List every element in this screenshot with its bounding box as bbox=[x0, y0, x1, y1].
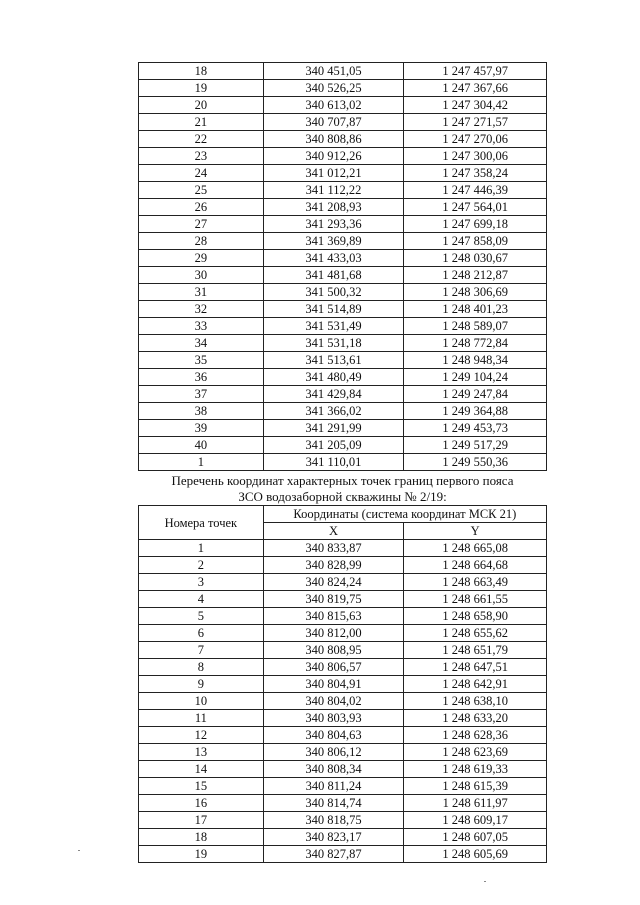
point-number-cell: 5 bbox=[139, 608, 264, 625]
y-coordinate-cell: 1 248 306,69 bbox=[404, 284, 547, 301]
caption-line-1: Перечень координат характерных точек границ первого пояса bbox=[171, 473, 514, 488]
point-number-cell: 19 bbox=[139, 80, 264, 97]
x-coordinate-cell: 340 818,75 bbox=[263, 812, 404, 829]
table-row bbox=[139, 403, 547, 420]
table-row bbox=[139, 267, 547, 284]
point-number-cell: 36 bbox=[139, 369, 264, 386]
x-coordinate-cell: 340 812,00 bbox=[263, 625, 404, 642]
y-coordinate-cell: 1 247 564,01 bbox=[404, 199, 547, 216]
point-number-cell: 19 bbox=[139, 846, 264, 863]
table-row bbox=[139, 676, 547, 693]
table-row bbox=[139, 233, 547, 250]
point-number-cell: 21 bbox=[139, 114, 264, 131]
table-row bbox=[139, 386, 547, 403]
table-row bbox=[139, 97, 547, 114]
table-row bbox=[139, 250, 547, 267]
y-coordinate-cell: 1 248 642,91 bbox=[404, 676, 547, 693]
x-coordinate-cell: 340 804,91 bbox=[263, 676, 404, 693]
y-coordinate-cell: 1 249 550,36 bbox=[404, 454, 547, 471]
x-coordinate-cell: 340 806,57 bbox=[263, 659, 404, 676]
x-coordinate-cell: 341 480,49 bbox=[263, 369, 404, 386]
point-number-cell: 11 bbox=[139, 710, 264, 727]
point-number-cell: 39 bbox=[139, 420, 264, 437]
table-caption bbox=[138, 473, 547, 505]
table-row bbox=[139, 608, 547, 625]
scan-speck bbox=[78, 850, 80, 851]
table-row bbox=[139, 301, 547, 318]
table-row bbox=[139, 761, 547, 778]
coordinates-table-continued bbox=[138, 62, 547, 471]
y-coordinate-cell: 1 248 030,67 bbox=[404, 250, 547, 267]
y-coordinate-cell: 1 248 661,55 bbox=[404, 591, 547, 608]
y-coordinate-cell: 1 248 615,39 bbox=[404, 778, 547, 795]
table-row bbox=[139, 591, 547, 608]
point-number-cell: 34 bbox=[139, 335, 264, 352]
y-coordinate-cell: 1 247 367,66 bbox=[404, 80, 547, 97]
table-row bbox=[139, 131, 547, 148]
x-coordinate-cell: 340 808,34 bbox=[263, 761, 404, 778]
point-number-cell: 32 bbox=[139, 301, 264, 318]
y-coordinate-cell: 1 248 772,84 bbox=[404, 335, 547, 352]
y-coordinate-cell: 1 247 699,18 bbox=[404, 216, 547, 233]
x-coordinate-cell: 341 112,22 bbox=[263, 182, 404, 199]
point-number-cell: 7 bbox=[139, 642, 264, 659]
scan-speck bbox=[484, 881, 486, 882]
x-coordinate-cell: 340 804,63 bbox=[263, 727, 404, 744]
y-coordinate-cell: 1 247 446,39 bbox=[404, 182, 547, 199]
table-row bbox=[139, 795, 547, 812]
header-point-numbers: Номера точек bbox=[139, 506, 264, 540]
table-row bbox=[139, 165, 547, 182]
table-row bbox=[139, 182, 547, 199]
y-coordinate-cell: 1 247 457,97 bbox=[404, 63, 547, 80]
table-row bbox=[139, 812, 547, 829]
y-coordinate-cell: 1 248 623,69 bbox=[404, 744, 547, 761]
point-number-cell: 14 bbox=[139, 761, 264, 778]
table-row bbox=[139, 778, 547, 795]
y-coordinate-cell: 1 248 212,87 bbox=[404, 267, 547, 284]
point-number-cell: 9 bbox=[139, 676, 264, 693]
x-coordinate-cell: 340 828,99 bbox=[263, 557, 404, 574]
x-coordinate-cell: 341 208,93 bbox=[263, 199, 404, 216]
table-row bbox=[139, 420, 547, 437]
point-number-cell: 20 bbox=[139, 97, 264, 114]
y-coordinate-cell: 1 248 647,51 bbox=[404, 659, 547, 676]
table-row bbox=[139, 369, 547, 386]
x-coordinate-cell: 340 815,63 bbox=[263, 608, 404, 625]
x-coordinate-cell: 341 366,02 bbox=[263, 403, 404, 420]
point-number-cell: 25 bbox=[139, 182, 264, 199]
point-number-cell: 4 bbox=[139, 591, 264, 608]
x-coordinate-cell: 341 481,68 bbox=[263, 267, 404, 284]
point-number-cell: 38 bbox=[139, 403, 264, 420]
x-coordinate-cell: 341 110,01 bbox=[263, 454, 404, 471]
point-number-cell: 18 bbox=[139, 829, 264, 846]
x-coordinate-cell: 340 806,12 bbox=[263, 744, 404, 761]
table-row bbox=[139, 693, 547, 710]
table-row bbox=[139, 114, 547, 131]
table-row bbox=[139, 727, 547, 744]
x-coordinate-cell: 341 513,61 bbox=[263, 352, 404, 369]
y-coordinate-cell: 1 248 607,05 bbox=[404, 829, 547, 846]
table-row bbox=[139, 352, 547, 369]
point-number-cell: 10 bbox=[139, 693, 264, 710]
y-coordinate-cell: 1 247 271,57 bbox=[404, 114, 547, 131]
x-coordinate-cell: 341 293,36 bbox=[263, 216, 404, 233]
header-coordinates: Координаты (система координат МСК 21) bbox=[263, 506, 546, 523]
table-body bbox=[139, 540, 547, 863]
x-coordinate-cell: 340 814,74 bbox=[263, 795, 404, 812]
table-row bbox=[139, 574, 547, 591]
point-number-cell: 2 bbox=[139, 557, 264, 574]
y-coordinate-cell: 1 248 605,69 bbox=[404, 846, 547, 863]
y-coordinate-cell: 1 247 270,06 bbox=[404, 131, 547, 148]
x-coordinate-cell: 340 808,86 bbox=[263, 131, 404, 148]
point-number-cell: 16 bbox=[139, 795, 264, 812]
y-coordinate-cell: 1 248 619,33 bbox=[404, 761, 547, 778]
point-number-cell: 1 bbox=[139, 540, 264, 557]
coordinates-table-well-2-19 bbox=[138, 505, 547, 863]
point-number-cell: 30 bbox=[139, 267, 264, 284]
y-coordinate-cell: 1 249 517,29 bbox=[404, 437, 547, 454]
x-coordinate-cell: 341 433,03 bbox=[263, 250, 404, 267]
table-row bbox=[139, 80, 547, 97]
y-coordinate-cell: 1 248 633,20 bbox=[404, 710, 547, 727]
table-row bbox=[139, 642, 547, 659]
y-coordinate-cell: 1 247 300,06 bbox=[404, 148, 547, 165]
x-coordinate-cell: 340 451,05 bbox=[263, 63, 404, 80]
x-coordinate-cell: 340 833,87 bbox=[263, 540, 404, 557]
table-row bbox=[139, 199, 547, 216]
table-row bbox=[139, 454, 547, 471]
table-body bbox=[139, 63, 547, 471]
point-number-cell: 1 bbox=[139, 454, 264, 471]
table-row bbox=[139, 216, 547, 233]
table-row bbox=[139, 846, 547, 863]
x-coordinate-cell: 340 804,02 bbox=[263, 693, 404, 710]
x-coordinate-cell: 340 613,02 bbox=[263, 97, 404, 114]
y-coordinate-cell: 1 249 247,84 bbox=[404, 386, 547, 403]
point-number-cell: 13 bbox=[139, 744, 264, 761]
x-coordinate-cell: 340 824,24 bbox=[263, 574, 404, 591]
y-coordinate-cell: 1 249 104,24 bbox=[404, 369, 547, 386]
point-number-cell: 22 bbox=[139, 131, 264, 148]
point-number-cell: 31 bbox=[139, 284, 264, 301]
x-coordinate-cell: 340 803,93 bbox=[263, 710, 404, 727]
point-number-cell: 28 bbox=[139, 233, 264, 250]
point-number-cell: 12 bbox=[139, 727, 264, 744]
table-row bbox=[139, 148, 547, 165]
x-coordinate-cell: 341 500,32 bbox=[263, 284, 404, 301]
y-coordinate-cell: 1 247 304,42 bbox=[404, 97, 547, 114]
point-number-cell: 26 bbox=[139, 199, 264, 216]
x-coordinate-cell: 341 291,99 bbox=[263, 420, 404, 437]
point-number-cell: 24 bbox=[139, 165, 264, 182]
table-row bbox=[139, 437, 547, 454]
y-coordinate-cell: 1 248 611,97 bbox=[404, 795, 547, 812]
table-row bbox=[139, 540, 547, 557]
x-coordinate-cell: 340 811,24 bbox=[263, 778, 404, 795]
point-number-cell: 27 bbox=[139, 216, 264, 233]
x-coordinate-cell: 341 012,21 bbox=[263, 165, 404, 182]
point-number-cell: 15 bbox=[139, 778, 264, 795]
table-row bbox=[139, 829, 547, 846]
table-header bbox=[139, 506, 547, 540]
y-coordinate-cell: 1 248 948,34 bbox=[404, 352, 547, 369]
point-number-cell: 33 bbox=[139, 318, 264, 335]
y-coordinate-cell: 1 247 858,09 bbox=[404, 233, 547, 250]
table-row bbox=[139, 710, 547, 727]
table-row bbox=[139, 284, 547, 301]
y-coordinate-cell: 1 248 655,62 bbox=[404, 625, 547, 642]
y-coordinate-cell: 1 248 663,49 bbox=[404, 574, 547, 591]
point-number-cell: 6 bbox=[139, 625, 264, 642]
header-y: Y bbox=[404, 523, 547, 540]
x-coordinate-cell: 341 205,09 bbox=[263, 437, 404, 454]
y-coordinate-cell: 1 248 628,36 bbox=[404, 727, 547, 744]
y-coordinate-cell: 1 248 651,79 bbox=[404, 642, 547, 659]
table-row bbox=[139, 659, 547, 676]
y-coordinate-cell: 1 247 358,24 bbox=[404, 165, 547, 182]
y-coordinate-cell: 1 248 664,68 bbox=[404, 557, 547, 574]
point-number-cell: 29 bbox=[139, 250, 264, 267]
point-number-cell: 40 bbox=[139, 437, 264, 454]
y-coordinate-cell: 1 248 665,08 bbox=[404, 540, 547, 557]
x-coordinate-cell: 340 819,75 bbox=[263, 591, 404, 608]
y-coordinate-cell: 1 249 453,73 bbox=[404, 420, 547, 437]
point-number-cell: 23 bbox=[139, 148, 264, 165]
y-coordinate-cell: 1 249 364,88 bbox=[404, 403, 547, 420]
x-coordinate-cell: 340 823,17 bbox=[263, 829, 404, 846]
x-coordinate-cell: 341 531,18 bbox=[263, 335, 404, 352]
x-coordinate-cell: 340 912,26 bbox=[263, 148, 404, 165]
point-number-cell: 37 bbox=[139, 386, 264, 403]
x-coordinate-cell: 341 514,89 bbox=[263, 301, 404, 318]
point-number-cell: 8 bbox=[139, 659, 264, 676]
table-row bbox=[139, 63, 547, 80]
table-row bbox=[139, 625, 547, 642]
x-coordinate-cell: 340 808,95 bbox=[263, 642, 404, 659]
x-coordinate-cell: 341 429,84 bbox=[263, 386, 404, 403]
table-row bbox=[139, 744, 547, 761]
y-coordinate-cell: 1 248 658,90 bbox=[404, 608, 547, 625]
y-coordinate-cell: 1 248 589,07 bbox=[404, 318, 547, 335]
x-coordinate-cell: 341 531,49 bbox=[263, 318, 404, 335]
point-number-cell: 3 bbox=[139, 574, 264, 591]
x-coordinate-cell: 340 827,87 bbox=[263, 846, 404, 863]
x-coordinate-cell: 341 369,89 bbox=[263, 233, 404, 250]
caption-line-2: ЗСО водозаборной скважины № 2/19: bbox=[238, 489, 447, 504]
table-row bbox=[139, 318, 547, 335]
point-number-cell: 35 bbox=[139, 352, 264, 369]
header-x: X bbox=[263, 523, 404, 540]
point-number-cell: 18 bbox=[139, 63, 264, 80]
x-coordinate-cell: 340 526,25 bbox=[263, 80, 404, 97]
y-coordinate-cell: 1 248 638,10 bbox=[404, 693, 547, 710]
table-row bbox=[139, 557, 547, 574]
y-coordinate-cell: 1 248 401,23 bbox=[404, 301, 547, 318]
point-number-cell: 17 bbox=[139, 812, 264, 829]
table-row bbox=[139, 335, 547, 352]
y-coordinate-cell: 1 248 609,17 bbox=[404, 812, 547, 829]
x-coordinate-cell: 340 707,87 bbox=[263, 114, 404, 131]
